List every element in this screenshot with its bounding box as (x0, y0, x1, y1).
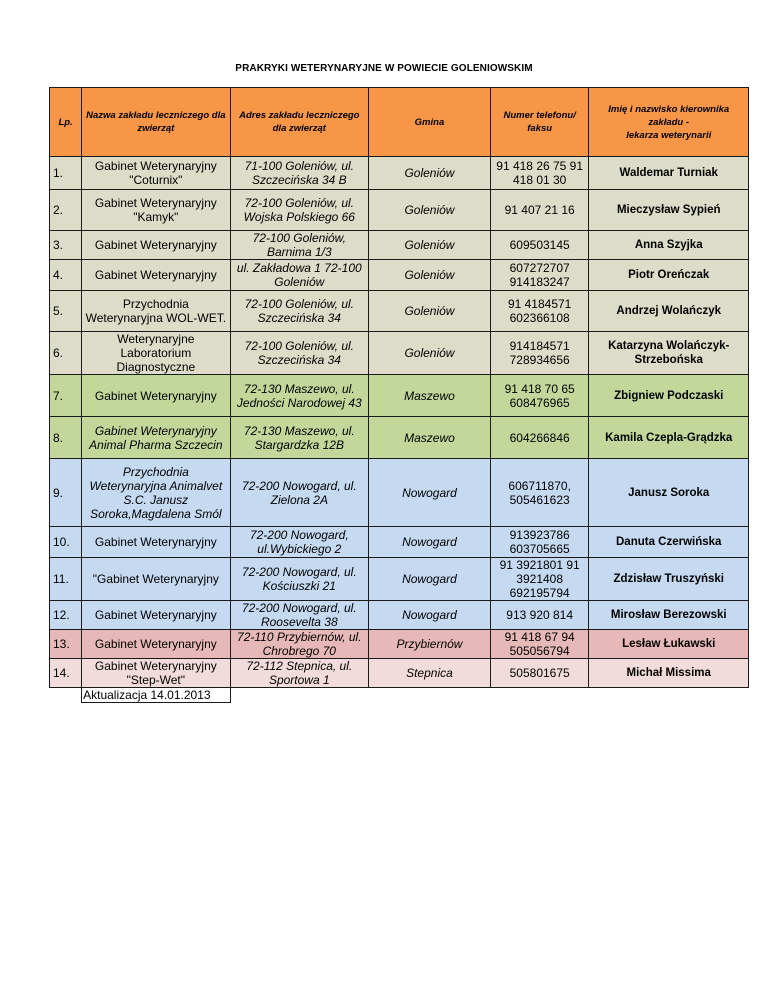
table-row (50, 157, 749, 190)
cell-gmina: Goleniów (369, 291, 491, 332)
cell-manager: Lesław Łukawski (589, 630, 749, 659)
cell-gmina: Goleniów (369, 190, 491, 231)
cell-address: 72-200 Nowogard, ul. Zielona 2A (230, 459, 368, 527)
cell-gmina: Nowogard (369, 459, 491, 527)
cell-phone: 91 418 70 65 608476965 (490, 375, 589, 417)
cell-manager: Danuta Czerwińska (589, 527, 749, 558)
cell-name: Gabinet Weterynaryjny (82, 375, 230, 417)
cell-manager: Anna Szyjka (589, 231, 749, 260)
cell-name: Gabinet Weterynaryjny "Kamyk" (82, 190, 230, 231)
cell-address: 71-100 Goleniów, ul. Szczecińska 34 B (230, 157, 368, 190)
table-header-row (50, 88, 749, 157)
cell-lp: 12. (50, 601, 82, 630)
cell-phone: 913 920 814 (490, 601, 589, 630)
cell-lp: 5. (50, 291, 82, 332)
update-note-row (50, 688, 749, 703)
cell-gmina: Goleniów (369, 260, 491, 291)
cell-manager: Piotr Oreńczak (589, 260, 749, 291)
cell-phone: 91 418 26 75 91 418 01 30 (490, 157, 589, 190)
cell-address: 72-200 Nowogard, ul. Roosevelta 38 (230, 601, 368, 630)
document-title: PRAKRYKI WETERYNARYJNE W POWIECIE GOLENIOWSKIM (235, 63, 533, 74)
cell-gmina: Nowogard (369, 601, 491, 630)
cell-name: Gabinet Weterynaryjny "Coturnix" (82, 157, 230, 190)
table-row (50, 231, 749, 260)
cell-address: 72-100 Goleniów, Barnima 1/3 (230, 231, 368, 260)
cell-lp: 4. (50, 260, 82, 291)
cell-manager: Mieczysław Sypień (589, 190, 749, 231)
cell-phone: 91 407 21 16 (490, 190, 589, 231)
cell-address: 72-100 Goleniów, ul. Szczecińska 34 (230, 332, 368, 375)
blank-cell (230, 688, 748, 703)
cell-gmina: Maszewo (369, 417, 491, 459)
cell-lp: 6. (50, 332, 82, 375)
cell-manager: Kamila Czepla-Grądzka (589, 417, 749, 459)
header-manager-line1: Imię i nazwisko kierownika (608, 103, 730, 115)
cell-address: 72-200 Nowogard, ul. Kościuszki 21 (230, 558, 368, 601)
cell-gmina: Stepnica (369, 659, 491, 688)
cell-lp: 13. (50, 630, 82, 659)
cell-address: 72-200 Nowogard, ul.Wybickiego 2 (230, 527, 368, 558)
cell-name: Gabinet Weterynaryjny (82, 601, 230, 630)
cell-manager: Andrzej Wolańczyk (589, 291, 749, 332)
cell-phone: 606711870, 505461623 (490, 459, 589, 527)
table-row (50, 291, 749, 332)
table-row (50, 630, 749, 659)
cell-phone: 91 4184571 602366108 (490, 291, 589, 332)
cell-manager: Janusz Soroka (589, 459, 749, 527)
cell-name: "Gabinet Weterynaryjny (82, 558, 230, 601)
cell-name: Weterynaryjne Laboratorium Diagnostyczne (82, 332, 230, 375)
cell-lp: 8. (50, 417, 82, 459)
update-note: Aktualizacja 14.01.2013 (82, 688, 230, 703)
table-row (50, 601, 749, 630)
table-row (50, 459, 749, 527)
cell-phone: 91 3921801 91 3921408 692195794 (490, 558, 589, 601)
cell-gmina: Goleniów (369, 231, 491, 260)
cell-name: Przychodnia Weterynaryjna Animalvet S.C. Janusz Soroka,Magdalena Smól (82, 459, 230, 527)
cell-gmina: Maszewo (369, 375, 491, 417)
header-phone: Numer telefonu/ faksu (490, 88, 589, 157)
table-row (50, 260, 749, 291)
cell-phone: 505801675 (490, 659, 589, 688)
cell-phone: 914184571 728934656 (490, 332, 589, 375)
table-row (50, 375, 749, 417)
cell-manager: Zdzisław Truszyński (589, 558, 749, 601)
cell-manager: Waldemar Turniak (589, 157, 749, 190)
cell-lp: 7. (50, 375, 82, 417)
header-manager-line3: lekarza weterynarii (626, 129, 712, 141)
header-address: Adres zakładu leczniczego dla zwierząt (230, 88, 368, 157)
table-row (50, 417, 749, 459)
cell-lp: 11. (50, 558, 82, 601)
cell-phone: 607272707 914183247 (490, 260, 589, 291)
cell-address: 72-112 Stepnica, ul. Sportowa 1 (230, 659, 368, 688)
cell-name: Gabinet Weterynaryjny (82, 527, 230, 558)
cell-address: 72-100 Goleniów, ul. Szczecińska 34 (230, 291, 368, 332)
cell-gmina: Nowogard (369, 527, 491, 558)
cell-phone: 913923786 603705665 (490, 527, 589, 558)
cell-address: 72-130 Maszewo, ul. Stargardzka 12B (230, 417, 368, 459)
header-manager-line2: zakładu - (648, 116, 690, 128)
cell-lp: 1. (50, 157, 82, 190)
cell-address: 72-100 Goleniów, ul. Wojska Polskiego 66 (230, 190, 368, 231)
table-row (50, 659, 749, 688)
cell-name: Gabinet Weterynaryjny (82, 630, 230, 659)
cell-lp: 10. (50, 527, 82, 558)
cell-name: Gabinet Weterynaryjny "Step-Wet" (82, 659, 230, 688)
table-row (50, 190, 749, 231)
blank-cell (50, 688, 82, 703)
header-lp: Lp. (50, 88, 82, 157)
cell-lp: 3. (50, 231, 82, 260)
cell-name: Gabinet Weterynaryjny Animal Pharma Szczecin (82, 417, 230, 459)
cell-gmina: Goleniów (369, 332, 491, 375)
header-manager (589, 88, 749, 157)
cell-address: 72-130 Maszewo, ul. Jedności Narodowej 43 (230, 375, 368, 417)
table-row (50, 558, 749, 601)
table-row (50, 332, 749, 375)
cell-manager: Michał Missima (589, 659, 749, 688)
cell-phone: 91 418 67 94 505056794 (490, 630, 589, 659)
header-gmina: Gmina (369, 88, 491, 157)
cell-lp: 9. (50, 459, 82, 527)
cell-gmina: Nowogard (369, 558, 491, 601)
cell-lp: 14. (50, 659, 82, 688)
cell-gmina: Goleniów (369, 157, 491, 190)
header-name: Nazwa zakładu leczniczego dla zwierząt (82, 88, 230, 157)
table-row (50, 527, 749, 558)
cell-gmina: Przybiernów (369, 630, 491, 659)
cell-manager: Zbigniew Podczaski (589, 375, 749, 417)
cell-name: Gabinet Weterynaryjny (82, 231, 230, 260)
cell-phone: 604266846 (490, 417, 589, 459)
cell-address: 72-110 Przybiernów, ul. Chrobrego 70 (230, 630, 368, 659)
cell-address: ul. Zakładowa 1 72-100 Goleniów (230, 260, 368, 291)
cell-phone: 609503145 (490, 231, 589, 260)
cell-lp: 2. (50, 190, 82, 231)
cell-name: Przychodnia Weterynaryjna WOL-WET. (82, 291, 230, 332)
cell-name: Gabinet Weterynaryjny (82, 260, 230, 291)
cell-manager: Mirosław Berezowski (589, 601, 749, 630)
cell-manager: Katarzyna Wolańczyk-Strzebońska (589, 332, 749, 375)
clinics-table (49, 87, 749, 703)
